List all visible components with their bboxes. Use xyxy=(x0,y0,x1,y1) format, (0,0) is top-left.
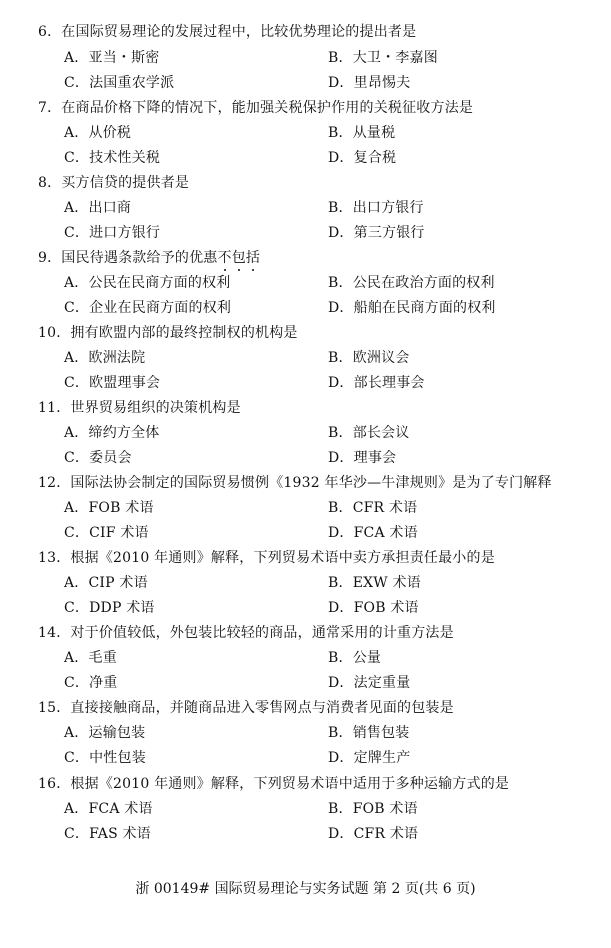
question-15-option-c: C．中性包装 xyxy=(64,750,146,766)
emphasis-char: 括 xyxy=(245,250,261,266)
question-16-option-d: D．CFR 术语 xyxy=(328,826,419,842)
emphasis-char: 不 xyxy=(217,250,232,266)
question-16-option-c: C．FAS 术语 xyxy=(64,826,151,842)
question-8-stem: 8．买方信贷的提供者是 xyxy=(38,175,190,191)
question-14-stem: 14．对于价值较低，外包装比较轻的商品，通常采用的计重方法是 xyxy=(38,625,454,641)
question-10-option-d: D．部长理事会 xyxy=(328,375,425,391)
question-9-option-b: B．公民在政治方面的权利 xyxy=(328,275,495,291)
question-13-option-b: B．EXW 术语 xyxy=(328,575,421,591)
question-16-option-a: A．FCA 术语 xyxy=(64,801,153,817)
question-15-option-d: D．定牌生产 xyxy=(328,750,411,766)
question-9-option-c: C．企业在民商方面的权利 xyxy=(64,300,232,316)
question-11-stem: 11．世界贸易组织的决策机构是 xyxy=(38,400,241,416)
question-9-stem xyxy=(38,249,260,267)
question-10-option-b: B．欧洲议会 xyxy=(328,350,410,366)
question-16-option-b: B．FOB 术语 xyxy=(328,801,418,817)
question-12-option-b: B．CFR 术语 xyxy=(328,500,418,516)
question-10-stem: 10．拥有欧盟内部的最终控制权的机构是 xyxy=(38,325,298,341)
question-12-option-a: A．FOB 术语 xyxy=(64,500,154,516)
question-15-option-b: B．销售包装 xyxy=(328,725,410,741)
question-8-option-a: A．出口商 xyxy=(64,200,132,216)
question-7-option-b: B．从量税 xyxy=(328,125,396,141)
question-9-option-d: D．船舶在民商方面的权利 xyxy=(328,300,496,316)
question-9-emphasis xyxy=(218,250,261,266)
question-8-option-c: C．进口方银行 xyxy=(64,225,161,241)
question-6-option-b: B．大卫・李嘉图 xyxy=(328,50,438,66)
question-7-stem: 7．在商品价格下降的情况下，能加强关税保护作用的关税征收方法是 xyxy=(38,100,474,116)
question-11-option-a: A．缔约方全体 xyxy=(64,425,160,441)
question-16-stem: 16．根据《2010 年通则》解释，下列贸易术语中适用于多种运输方式的是 xyxy=(38,776,510,792)
question-6-stem: 6．在国际贸易理论的发展过程中，比较优势理论的提出者是 xyxy=(38,24,417,40)
question-15-option-a: A．运输包装 xyxy=(64,725,146,741)
question-8-option-d: D．第三方银行 xyxy=(328,225,425,241)
question-14-option-a: A．毛重 xyxy=(64,650,117,666)
question-15-stem: 15．直接接触商品，并随商品进入零售网点与消费者见面的包装是 xyxy=(38,700,454,716)
question-7-option-d: D．复合税 xyxy=(328,150,397,166)
question-8-option-b: B．出口方银行 xyxy=(328,200,424,216)
page-footer: 浙 00149# 国际贸易理论与实务试题 第 2 页(共 6 页) xyxy=(135,881,476,897)
question-11-option-c: C．委员会 xyxy=(64,450,132,466)
question-11-option-b: B．部长会议 xyxy=(328,425,410,441)
question-7-option-a: A．从价税 xyxy=(64,125,132,141)
question-12-stem: 12．国际法协会制定的国际贸易惯例《1932 年华沙—牛津规则》是为了专门解释 xyxy=(38,475,552,491)
question-10-option-a: A．欧洲法院 xyxy=(64,350,146,366)
question-13-option-d: D．FOB 术语 xyxy=(328,600,419,616)
question-9-option-a: A．公民在民商方面的权利 xyxy=(64,275,231,291)
question-11-option-d: D．理事会 xyxy=(328,450,397,466)
question-9-stem-text: 9．国民待遇条款给予的优惠 xyxy=(38,250,218,266)
question-7-option-c: C．技术性关税 xyxy=(64,150,161,166)
emphasis-char: 包 xyxy=(231,250,246,266)
question-6-option-a: A．亚当・斯密 xyxy=(64,50,160,66)
question-13-option-a: A．CIP 术语 xyxy=(64,575,148,591)
question-14-option-c: C．净重 xyxy=(64,675,118,691)
question-12-option-d: D．FCA 术语 xyxy=(328,525,418,541)
question-14-option-b: B．公量 xyxy=(328,650,382,666)
question-14-option-d: D．法定重量 xyxy=(328,675,411,691)
question-10-option-c: C．欧盟理事会 xyxy=(64,375,161,391)
question-13-stem: 13．根据《2010 年通则》解释，下列贸易术语中卖方承担责任最小的是 xyxy=(38,550,495,566)
question-6-option-c: C．法国重农学派 xyxy=(64,75,175,91)
question-6-option-d: D．里昂惕夫 xyxy=(328,75,411,91)
question-13-option-c: C．DDP 术语 xyxy=(64,600,155,616)
question-12-option-c: C．CIF 术语 xyxy=(64,525,149,541)
